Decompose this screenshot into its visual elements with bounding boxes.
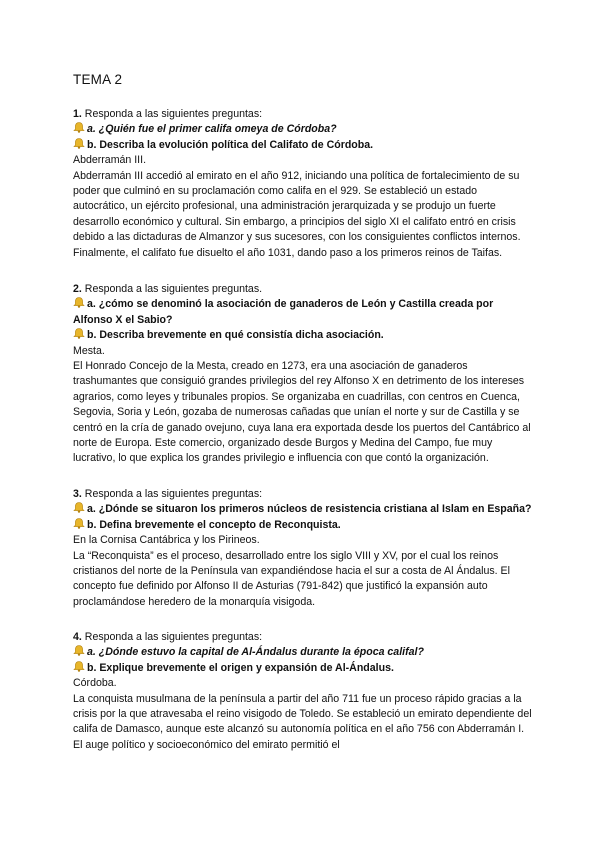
page-title: TEMA 2 — [73, 72, 123, 87]
bell-icon — [73, 328, 85, 339]
long-answer: La “Reconquista” es el proceso, desarrollado entre los siglo VIII y XV, por el cual los reinos cristianos del norte de la Península van expandiéndose hacia el sur a costa de Al Ándalus. El concepto fue definido por Alfonso II de Asturias (791-842) que justificó la expansión auto proclamándose heredero de la monarquía visigoda. — [73, 549, 510, 608]
long-answer: El Honrado Concejo de la Mesta, creado en 1273, era una asociación de ganaderos trashumantes que consiguió grandes privilegios del rey Alfonso X en detrimento de los intereses agrarios, como leyes y tribunales propios. Se organizaba en cuadrillas, con centros en Cuenca, Segovia, Soria y León, gozaba de numerosas cañadas que unían el norte y sur de Castilla y se centró en la cría de ganado ovejuno, cuya lana era exportada desde los puertos del Cantábrico al norte de Europa. Este comercio, organizado desde Burgos y Medina del Campo, fue muy lucrativo, lo que explica los grandes privilegio e influencia con que contó la organización. — [73, 360, 531, 465]
question-intro — [73, 630, 533, 645]
question-b: b. Explique brevemente el origen y expansión de Al-Ándalus. — [73, 661, 533, 676]
long-answer: La conquista musulmana de la península a partir del año 711 fue un proceso rápido gracias a la crisis por la que atravesaba el reino visigodo de Toledo. Se estableció un emirato dependiente del califa de Damasco, aunque este alcanzó su autonomía política en el año 756 con Abderramán I. El auge político y socioeconómico del emirato permitió el — [73, 692, 532, 751]
short-answer: En la Cornisa Cantábrica y los Pirineos. — [73, 534, 260, 547]
bell-icon — [73, 502, 85, 513]
bell-icon — [73, 138, 85, 149]
bell-icon — [73, 297, 85, 308]
question-intro — [73, 107, 533, 122]
question-intro — [73, 282, 533, 297]
bell-icon — [73, 122, 85, 133]
question-a: a. ¿Dónde estuvo la capital de Al-Ándalus durante la época califal? — [73, 645, 533, 660]
question-b: b. Defina brevemente el concepto de Reconquista. — [73, 518, 533, 533]
question-number: 2. — [73, 283, 82, 295]
question-b: b. Describa la evolución política del Califato de Córdoba. — [73, 138, 533, 153]
question-b: b. Describa brevemente en qué consistía dicha asociación. — [73, 328, 533, 343]
question-number: 4. — [73, 631, 82, 643]
bell-icon — [73, 645, 85, 656]
bell-icon — [73, 518, 85, 529]
question-a: a. ¿Quién fue el primer califa omeya de Córdoba? — [73, 122, 533, 137]
question-block-2 — [73, 282, 533, 467]
short-answer: Córdoba. — [73, 677, 117, 690]
short-answer: Mesta. — [73, 344, 105, 357]
question-number: 1. — [73, 108, 82, 120]
question-block-1 — [73, 107, 533, 261]
question-block-4 — [73, 630, 533, 753]
question-intro-text: Responda a las siguientes preguntas: — [81, 108, 263, 120]
question-intro — [73, 487, 533, 502]
question-intro-text: Responda a las siguientes preguntas: — [81, 488, 263, 500]
question-a: a. ¿Dónde se situaron los primeros núcleos de resistencia cristiana al Islam en España? — [73, 502, 533, 517]
short-answer: Abderramán III. — [73, 154, 147, 167]
question-intro-text: Responda a las siguientes preguntas. — [81, 283, 263, 295]
question-a: a. ¿cómo se denominó la asociación de ganaderos de León y Castilla creada por Alfonso X el Sabio? — [73, 298, 494, 326]
bell-icon — [73, 661, 85, 672]
question-number: 3. — [73, 488, 82, 500]
long-answer: Abderramán III accedió al emirato en el año 912, iniciando una política de fortalecimiento de su poder que culminó en su proclamación como califa en el 929. Se estableció un estado autocrático, un ejército profesional, una administración jerarquizada y se produjo un fuerte desarrollo económico y cultural. Sin embargo, a principios del siglo XI el califato entró en crisis debido a las dictaduras de Almanzor y sus sucesores, con los consiguientes conflictos internos. Finalmente, el califato fue disuelto el año 1031, dando paso a los primeros reinos de Taifas. — [73, 169, 521, 259]
question-block-3 — [73, 487, 533, 610]
question-intro-text: Responda a las siguientes preguntas: — [81, 631, 263, 643]
